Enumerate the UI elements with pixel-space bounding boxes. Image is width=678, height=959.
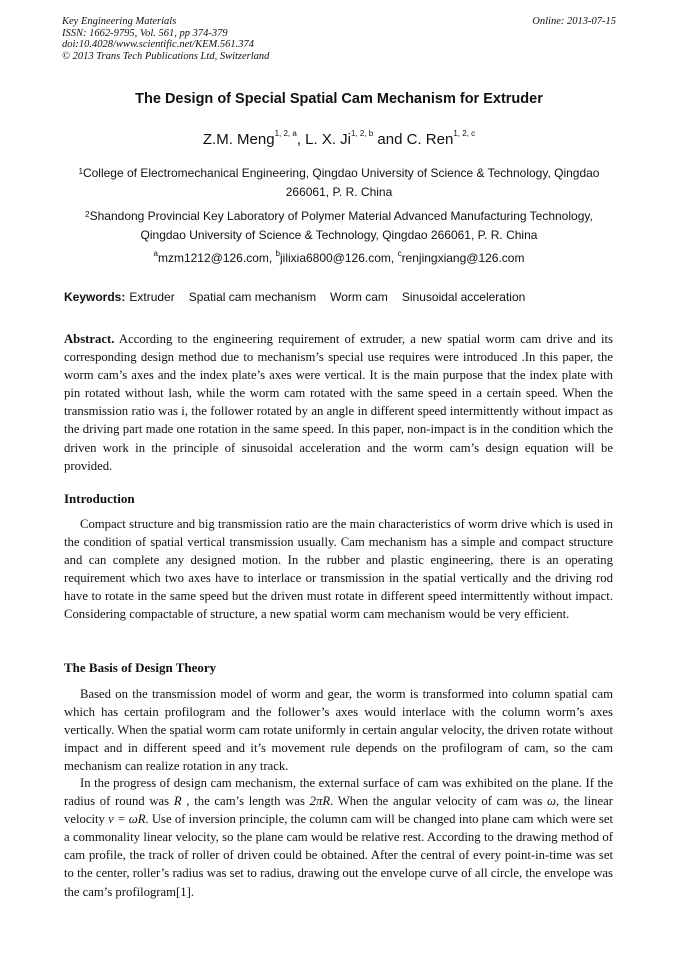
section-heading-introduction: Introduction: [64, 491, 135, 506]
affiliation: [64, 207, 614, 245]
abstract: [64, 330, 613, 475]
author-name: L. X. Ji: [305, 131, 352, 148]
email-list: [0, 251, 678, 265]
author-affiliation-marker: 1, 2, a: [274, 129, 297, 138]
section-heading-design-theory: The Basis of Design Theory: [64, 660, 217, 675]
paragraph-text: , the cam’s length was: [181, 794, 310, 809]
design-theory-paragraph: [64, 774, 613, 901]
paragraph-text: . When the angular velocity of cam was: [330, 794, 547, 809]
author-affiliation-marker: 1, 2, c: [453, 129, 476, 138]
email-link[interactable]: renjingxiang@126.com: [401, 251, 525, 265]
online-date: Online: 2013-07-15: [532, 16, 616, 27]
email-marker: b: [275, 249, 280, 258]
math-omega: ω: [547, 794, 556, 809]
keyword: Spatial cam mechanism: [188, 290, 317, 304]
journal-info: [62, 16, 269, 62]
author-name: C. Ren: [406, 131, 454, 148]
author-separator: ,: [296, 131, 306, 148]
email-link[interactable]: mzm1212@126.com,: [157, 251, 276, 265]
author-list: [0, 131, 678, 148]
author-name: Z.M. Meng: [202, 131, 275, 148]
introduction-paragraph: Compact structure and big transmission ratio are the main characteristics of worm drive which is used in the condition of spatial vertical transmission usually. Cam mechanism has a simple and compact structure and can complete any designed motion. In the rubber and plastic engineering, there is an operating requirement which two axes have to interlace or transmission in the spatial vertically and the driving rod have to rotate in the same speed but the driven must rotate in different speed intermittently without impact. Considering compactable of structure, a new spatial worm cam mechanism would be very efficient.: [64, 517, 613, 622]
paragraph-text: , the linear velocity: [64, 794, 613, 827]
keywords: [64, 290, 525, 304]
journal-issn: ISSN: 1662-9795, Vol. 561, pp 374-379: [62, 27, 228, 39]
affiliation-text: Shandong Provincial Key Laboratory of Polymer Material Advanced Manufacturing Technology, Qingdao University of Science & Technology, Qingdao 266061, P. R. China: [89, 209, 593, 242]
paragraph-text: . Use of inversion principle, the column cam will be changed into plane cam which were set a commonality linear velocity, so the plane cam would be relative rest. According to the drawing method of cam profile, the track of roller of driven could be obtained. After the central of every point-in-time was set to the center, roller’s radius was set to radius, drawing out the envelope curve of all circle, the envelope was the cam’s profilogram[1].: [64, 812, 613, 899]
paper-title: The Design of Special Spatial Cam Mechanism for Extruder: [135, 91, 543, 107]
math-radius: R: [173, 794, 182, 809]
affiliation-marker: 1: [78, 167, 83, 176]
author-affiliation-marker: 1, 2, b: [351, 129, 374, 138]
keyword: Sinusoidal acceleration: [401, 290, 526, 304]
abstract-label: Abstract.: [64, 332, 115, 346]
email-marker: c: [397, 249, 402, 258]
journal-copyright: © 2013 Trans Tech Publications Ltd, Switzerland: [62, 50, 270, 62]
journal-doi[interactable]: doi:10.4028/www.scientific.net/KEM.561.374: [62, 39, 254, 51]
affiliation-text: College of Electromechanical Engineering, Qingdao University of Science & Technology, Qingdao 266061, P. R. China: [82, 166, 600, 199]
keywords-label: Keywords:: [64, 290, 126, 304]
paragraph-text: In the progress of design cam mechanism, the external surface of cam was exhibited on the plane. If the radius of round was: [64, 776, 613, 809]
author-separator: and: [373, 131, 407, 148]
math-circumference: 2πR: [309, 794, 331, 809]
email-link[interactable]: jilixia6800@126.com,: [279, 251, 398, 265]
email-marker: a: [153, 249, 158, 258]
keyword: Extruder: [129, 290, 175, 304]
keyword: Worm cam: [330, 290, 388, 304]
abstract-text: According to the engineering requirement of extruder, a new spatial worm cam drive and its corresponding design method due to mechanism’s special use requires were introduced .In this paper, the worm cam’s axes and the index plate’s axes were vertical. It is the main purpose that the index plate with pin rotated without lash, while the worm cam rotated with the same speed in a certain speed. When the transmission ratio was i, the follower rotated by an angle in different speed intermittently without impact as the driving part made one rotation in the same speed. In this paper, non-impact is in the condition which the driven work in the principle of sinusoidal acceleration and the worm cam’s design equation will be provided.: [64, 332, 613, 473]
journal-name: Key Engineering Materials: [62, 16, 177, 27]
affiliation-marker: 2: [85, 210, 90, 219]
math-velocity-equation: v = ωR: [108, 812, 146, 827]
affiliation: [64, 164, 614, 202]
design-theory-paragraph: Based on the transmission model of worm and gear, the worm is transformed into column spatial cam which has certain profilogram and the follower’s axes would interlace with the column worm’s axes vertically. When the spatial worm cam rotate uniformly in certain angular velocity, the driven rotate without impact and in different speed and it’s movement rule depends on the profilogram of cam, so the cam mechanism can realize rotation in any track.: [64, 687, 613, 774]
